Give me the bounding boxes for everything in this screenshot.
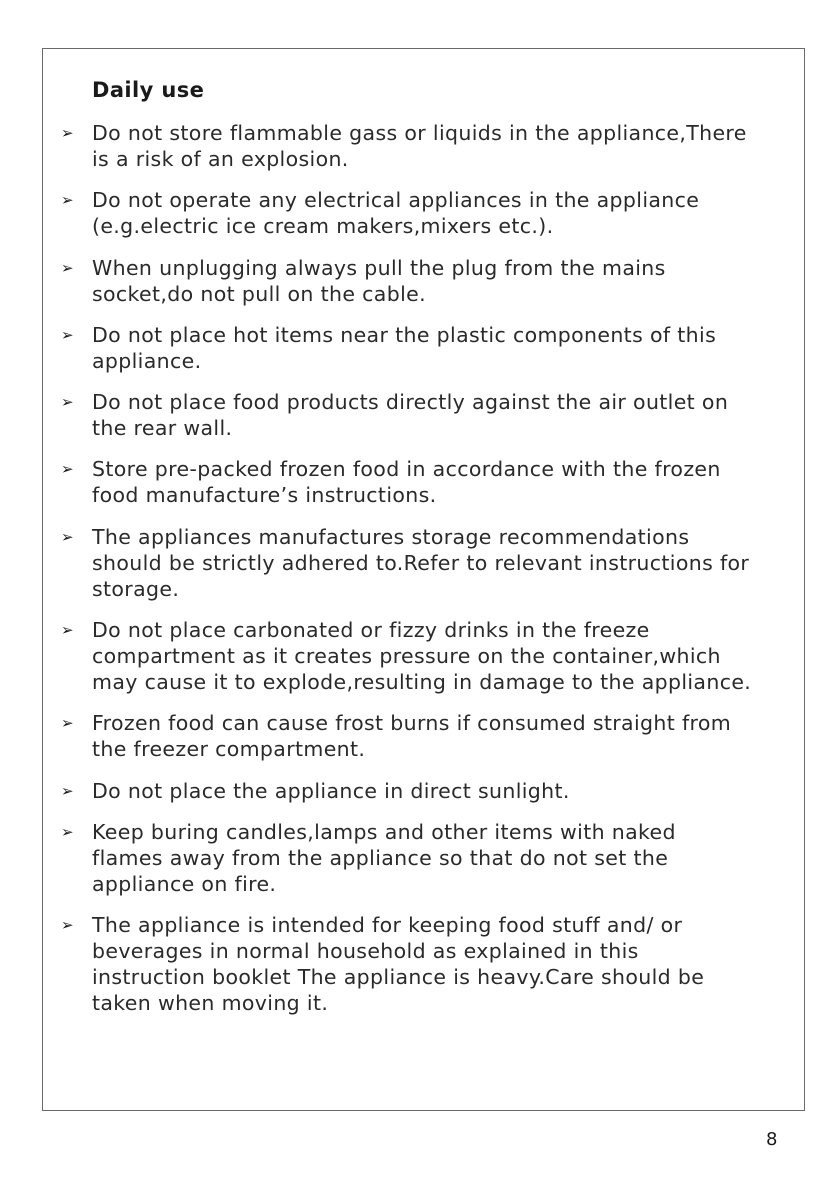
- list-item-text: Do not place food products directly against the air outlet on the rear wall.: [92, 390, 729, 441]
- arrow-bullet-icon: ➢: [61, 621, 74, 640]
- list-item: [0, 710, 752, 762]
- list-item-text: When unplugging always pull the plug from the mains socket,do not pull on the cable.: [92, 255, 666, 306]
- safety-list: [0, 120, 840, 1032]
- arrow-bullet-icon: ➢: [61, 124, 74, 142]
- arrow-bullet-icon: ➢: [61, 191, 74, 210]
- list-item-text: Do not place hot items near the plastic components of this appliance.: [92, 322, 717, 373]
- list-item: [0, 617, 752, 695]
- arrow-bullet-icon: ➢: [61, 781, 74, 800]
- arrow-bullet-icon: ➢: [61, 822, 74, 841]
- list-item: [0, 778, 752, 804]
- arrow-bullet-icon: ➢: [61, 527, 74, 546]
- section-heading: Daily use: [92, 78, 205, 102]
- list-item-text: Do not place the appliance in direct sunlight.: [92, 778, 570, 803]
- list-item: [0, 912, 752, 1016]
- list-item: [0, 322, 752, 374]
- list-item-text: Do not store flammable gass or liquids in the appliance,There is a risk of an explosion.: [92, 121, 747, 171]
- list-item-text: The appliance is intended for keeping food stuff and/ or beverages in normal household as explained in this instruction booklet The appliance is heavy.Care should be taken when moving it.: [92, 913, 705, 1016]
- list-item: [0, 255, 752, 307]
- list-item-text: Do not operate any electrical appliances in the appliance (e.g.electric ice cream makers,mixers etc.).: [92, 188, 700, 239]
- list-item-text: Keep buring candles,lamps and other items with naked flames away from the appliance so that do not set the appliance on fire.: [92, 819, 676, 896]
- arrow-bullet-icon: ➢: [61, 714, 74, 733]
- arrow-bullet-icon: ➢: [61, 916, 74, 935]
- list-item: [0, 819, 752, 897]
- list-item: [0, 524, 752, 602]
- arrow-bullet-icon: ➢: [61, 393, 74, 412]
- arrow-bullet-icon: ➢: [61, 258, 74, 277]
- list-item: [0, 456, 752, 508]
- list-item-text: Store pre-packed frozen food in accordance with the frozen food manufacture’s instructions.: [92, 457, 721, 508]
- list-item: [0, 120, 752, 172]
- list-item-text: Do not place carbonated or fizzy drinks in the freeze compartment as it creates pressure on the container,which may cause it to explode,resulting in damage to the appliance.: [92, 618, 752, 695]
- list-item: [0, 187, 752, 239]
- arrow-bullet-icon: ➢: [61, 460, 74, 479]
- arrow-bullet-icon: ➢: [61, 325, 74, 344]
- list-item: [0, 389, 752, 441]
- list-item-text: The appliances manufactures storage recommendations should be strictly adhered to.Refer to relevant instructions for storage.: [92, 524, 750, 601]
- list-item-text: Frozen food can cause frost burns if consumed straight from the freezer compartment.: [92, 711, 732, 762]
- page-number: 8: [766, 1129, 778, 1150]
